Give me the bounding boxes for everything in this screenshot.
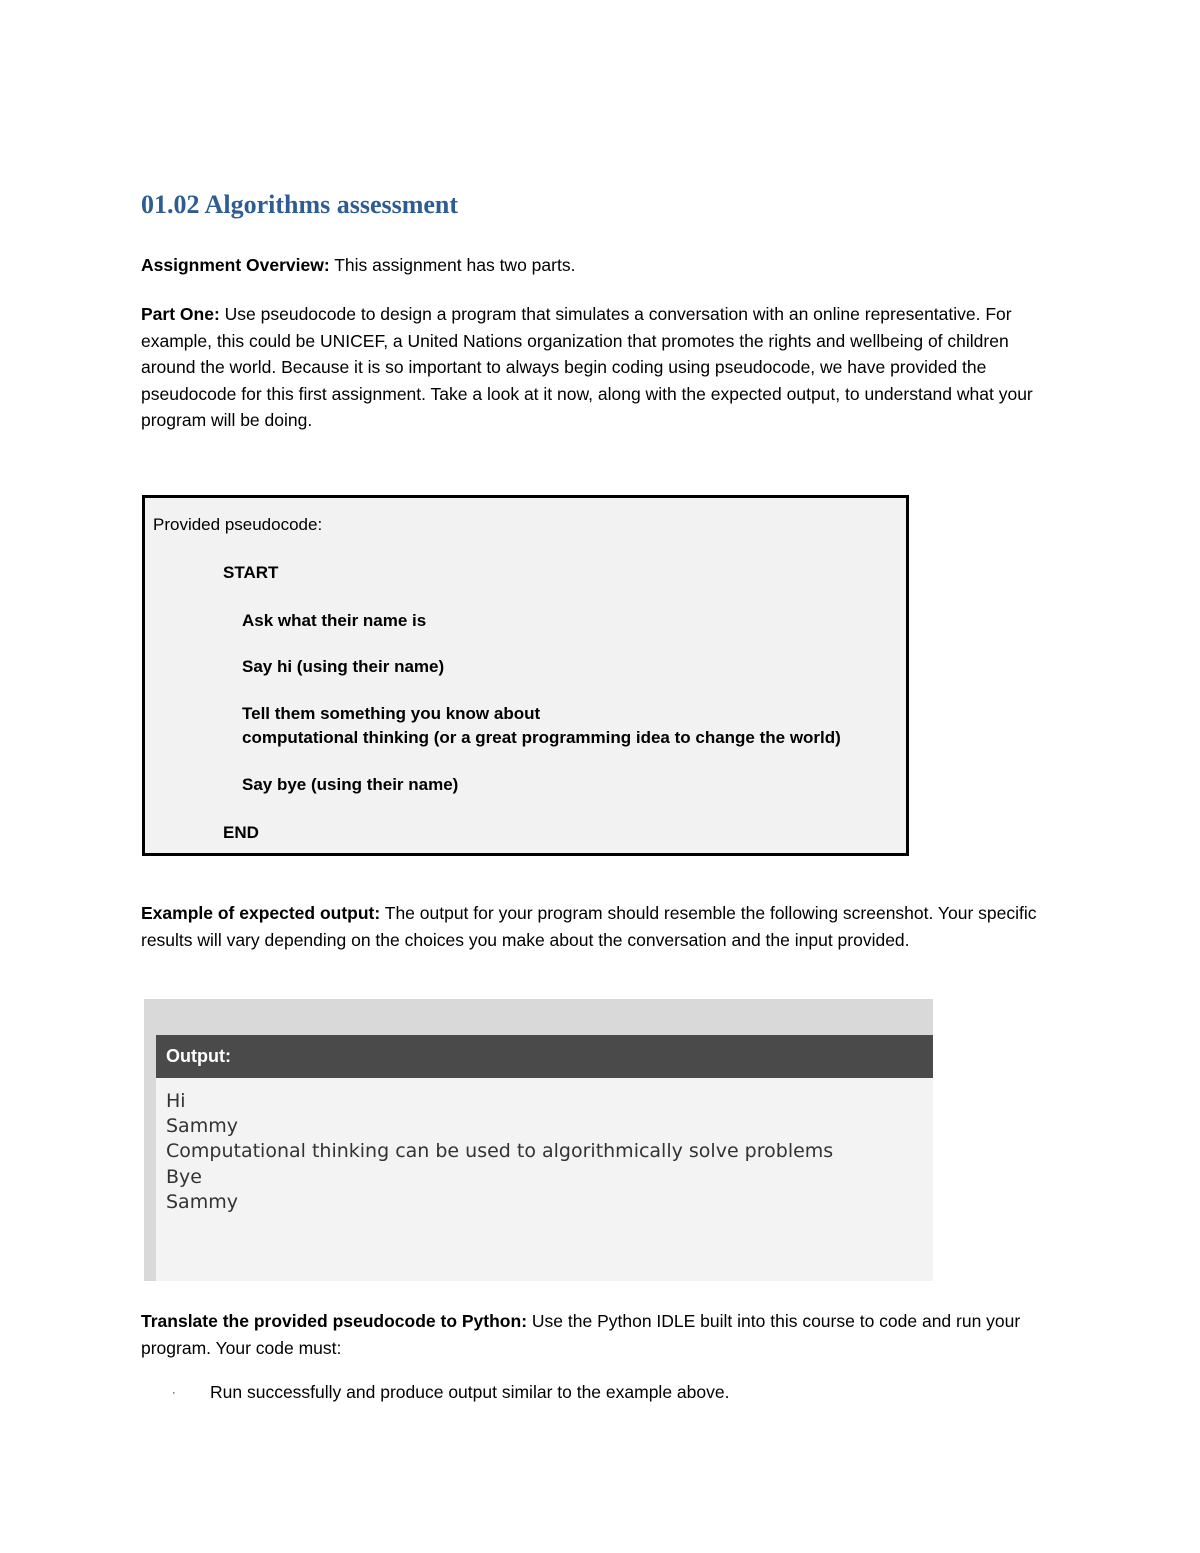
requirement-item — [172, 1379, 729, 1406]
output-screenshot — [144, 999, 933, 1281]
output-window — [156, 1035, 933, 1281]
translate-text: Use the Python IDLE built into this course to code and run your program. Your code must: — [141, 1311, 1021, 1358]
output-lines — [166, 1089, 833, 1215]
requirement-text: Run successfully and produce output similar to the example above. — [210, 1382, 730, 1402]
pseudocode-heading: Provided pseudocode: — [153, 515, 323, 534]
expected-output-label: Example of expected output: — [141, 903, 381, 923]
page-title: 01.02 Algorithms assessment — [141, 190, 459, 219]
output-line: Bye — [166, 1165, 202, 1188]
pseudocode-step-tell-line1: Tell them something you know about — [242, 704, 541, 723]
output-line: Sammy — [166, 1190, 238, 1213]
overview-label: Assignment Overview: — [141, 255, 330, 275]
part-one-label: Part One: — [141, 304, 220, 324]
pseudocode-step-ask-name: Ask what their name is — [242, 611, 427, 630]
output-line: Sammy — [166, 1115, 238, 1138]
translate-paragraph — [141, 1308, 1051, 1361]
pseudocode-step-say-bye: Say bye (using their name) — [242, 775, 459, 794]
output-line: Hi — [166, 1090, 186, 1112]
expected-output-text: The output for your program should resemble the following screenshot. Your specific results will vary depending on the choices you make about the conversation and the input provided. — [141, 903, 1037, 950]
assignment-overview — [141, 252, 1051, 279]
pseudocode-end: END — [223, 823, 259, 842]
overview-text: This assignment has two parts. — [329, 255, 576, 275]
part-one-paragraph — [141, 301, 1051, 434]
pseudocode-step-say-hi: Say hi (using their name) — [242, 657, 445, 676]
pseudocode-box — [142, 495, 909, 856]
pseudocode-start: START — [223, 563, 279, 582]
expected-output-paragraph — [141, 900, 1051, 953]
pseudocode-step-tell-line2: computational thinking (or a great programming idea to change the world) — [242, 728, 841, 747]
output-line: Computational thinking can be used to algorithmically solve problems — [166, 1140, 834, 1163]
bullet-icon: · — [172, 1387, 176, 1400]
translate-label: Translate the provided pseudocode to Python: — [141, 1311, 528, 1331]
part-one-text: Use pseudocode to design a program that simulates a conversation with an online representative. For example, this could be UNICEF, a United Nations organization that promotes the rights and wellbeing of children around the world. Because it is so important to always begin coding using pseudocode, we have provided the pseudocode for this first assignment. Take a look at it now, along with the expected output, to understand what your program will be doing. — [141, 304, 1033, 430]
output-header: Output: — [156, 1035, 933, 1078]
